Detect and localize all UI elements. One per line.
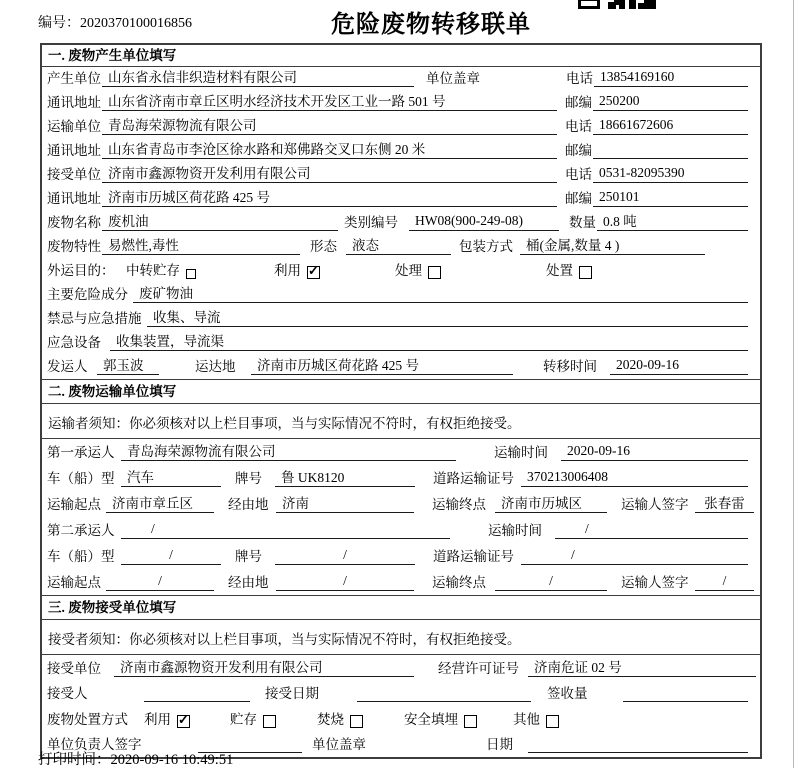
accept-unit-label: 接受单位	[47, 661, 101, 676]
option-label: 焚烧	[317, 712, 344, 727]
carrier-sign-label: 运输人签字	[621, 497, 689, 512]
transporter-unit-row	[42, 115, 760, 139]
page-title: 危险废物转移联单	[331, 12, 531, 38]
vehicle2-row	[42, 543, 760, 569]
packing-value: 桶(金属,数量 4 )	[520, 234, 705, 255]
accepter-label: 接受人	[47, 686, 88, 701]
purpose-option-utilize	[274, 259, 320, 279]
transporter-address-value: 山东省青岛市李沧区徐水路和郑佛路交叉口东侧 20 米	[102, 138, 557, 159]
option-label: 利用	[274, 263, 301, 278]
receipt-qty-value	[623, 684, 748, 702]
packing-label: 包装方式	[459, 239, 513, 254]
phone-label: 电话	[565, 119, 592, 134]
producer-zip-value: 250200	[593, 93, 748, 111]
receipt-qty-label: 签收量	[547, 686, 588, 701]
route-start-value: 济南市章丘区	[106, 492, 214, 513]
producer-phone-value: 13854169160	[594, 69, 748, 87]
section3-heading: 三. 废物接受单位填写	[42, 595, 760, 620]
plate-value: /	[275, 547, 415, 565]
qr-finder-pattern	[578, 0, 600, 9]
carrier-sign-label: 运输人签字	[621, 575, 689, 590]
transporter-address-row	[42, 139, 760, 163]
date-label: 日期	[486, 737, 513, 752]
license-label: 经营许可证号	[438, 661, 519, 676]
hazard-component-value: 废矿物油	[133, 282, 748, 303]
via-value: /	[276, 573, 414, 591]
zip-label: 邮编	[565, 95, 592, 110]
receiver-address-row	[42, 187, 760, 211]
checkbox[interactable]	[579, 266, 592, 279]
receiver-zip-value: 250101	[593, 189, 748, 207]
option-label: 其他	[513, 712, 540, 727]
unit-seal-label: 单位盖章	[312, 737, 366, 752]
waste-name-row	[42, 211, 760, 235]
receiver-address-value: 济南市历城区荷花路 425 号	[102, 186, 557, 207]
accept-unit-row	[42, 655, 760, 681]
disposal-method-row	[42, 706, 760, 732]
route1-row	[42, 491, 760, 517]
receiver-notice: 接受者须知：你必须核对以上栏目事项，当与实际情况不符时，有权拒绝接受。	[42, 620, 760, 655]
road-permit-label: 道路运输证号	[433, 471, 514, 486]
date-value	[528, 735, 748, 753]
route-end-label: 运输终点	[432, 575, 486, 590]
section1-heading: 一. 废物产生单位填写	[42, 45, 760, 67]
purpose-option-treat	[395, 259, 441, 279]
road-permit-label: 道路运输证号	[433, 549, 514, 564]
disposal-option-utilize	[144, 708, 190, 728]
disposal-option-storage	[230, 708, 276, 728]
accept-date-label: 接受日期	[265, 686, 319, 701]
disposal-option-incinerate	[317, 708, 363, 728]
transporter-unit-value: 青岛海荣源物流有限公司	[102, 114, 557, 135]
receiver-phone-value: 0531-82095390	[593, 165, 748, 183]
waste-name-value: 废机油	[102, 210, 338, 231]
disposal-option-other	[513, 708, 559, 728]
category-code-value: HW08(900-249-08)	[409, 213, 559, 231]
route-end-value: 济南市历城区	[495, 492, 607, 513]
address-label: 通讯地址	[47, 95, 101, 110]
unit-seal-label: 单位盖章	[426, 71, 480, 86]
road-permit-value: 370213006408	[521, 469, 748, 487]
shipper-label: 发运人	[47, 359, 88, 374]
producer-unit-row	[42, 67, 760, 91]
waste-property-value: 易燃性,毒性	[102, 234, 300, 255]
shipper-row	[42, 355, 760, 379]
zip-label: 邮编	[565, 191, 592, 206]
print-time: 打印时间：2020-09-16 10:49:51	[38, 752, 234, 768]
accepter-row	[42, 681, 760, 706]
second-carrier-label: 第二承运人	[47, 523, 115, 538]
hazard-component-row	[42, 283, 760, 307]
accepter-value	[144, 684, 250, 702]
transport-time-label: 运输时间	[488, 523, 542, 538]
option-label: 贮存	[230, 712, 257, 727]
qr-code-fragment	[578, 0, 658, 9]
checkbox[interactable]	[464, 715, 477, 728]
transport-time-value: 2020-09-16	[561, 443, 748, 461]
vehicle-type-value: 汽车	[121, 466, 221, 487]
purpose-option-dispose	[546, 259, 592, 279]
purpose-option-transfer-storage	[126, 259, 196, 279]
form-label: 形态	[310, 239, 337, 254]
waste-property-row	[42, 235, 760, 259]
transfer-time-label: 转移时间	[543, 359, 597, 374]
destination-value: 济南市历城区荷花路 425 号	[251, 354, 513, 375]
transport-time-label: 运输时间	[494, 445, 548, 460]
producer-unit-value: 山东省永信非织造材料有限公司	[102, 66, 414, 87]
phone-label: 电话	[566, 71, 593, 86]
taboo-measures-label: 禁忌与应急措施	[47, 311, 142, 326]
vehicle-type-value: /	[121, 547, 221, 565]
manifest-form	[40, 43, 762, 759]
address-label: 通讯地址	[47, 191, 101, 206]
via-value: 济南	[276, 492, 414, 513]
plate-label: 牌号	[235, 549, 262, 564]
responsible-signature-label: 单位负责人签字	[47, 737, 142, 752]
category-code-label: 类别编号	[344, 215, 398, 230]
quantity-label: 数量	[569, 215, 596, 230]
transfer-purpose-row	[42, 259, 760, 283]
disposal-method-label: 废物处置方式	[47, 712, 128, 727]
option-label: 安全填埋	[404, 712, 458, 727]
taboo-measures-value: 收集、导流	[147, 306, 748, 327]
plate-label: 牌号	[235, 471, 262, 486]
transporter-zip-value	[593, 141, 748, 159]
transfer-purpose-label: 外运目的：	[47, 263, 115, 278]
first-carrier-label: 第一承运人	[47, 445, 115, 460]
vehicle-type-label: 车（船）型	[47, 549, 115, 564]
receiver-unit-label: 接受单位	[47, 167, 101, 182]
second-carrier-value: /	[121, 521, 450, 539]
waste-name-label: 废物名称	[47, 215, 101, 230]
page-right-edge	[793, 0, 794, 768]
producer-address-row	[42, 91, 760, 115]
transporter-unit-label: 运输单位	[47, 119, 101, 134]
shipper-value: 郭玉波	[97, 354, 159, 375]
vehicle1-row	[42, 465, 760, 491]
carrier-sign-value: 张春雷	[695, 492, 754, 513]
road-permit-value: /	[521, 547, 748, 565]
waste-property-label: 废物特性	[47, 239, 101, 254]
destination-label: 运达地	[195, 359, 236, 374]
route-start-value: /	[106, 573, 214, 591]
checkbox[interactable]	[350, 715, 363, 728]
producer-unit-label: 产生单位	[47, 71, 101, 86]
accept-unit-value: 济南市鑫源物资开发利用有限公司	[114, 656, 414, 677]
address-label: 通讯地址	[47, 143, 101, 158]
quantity-value: 0.8 吨	[597, 210, 748, 231]
via-label: 经由地	[228, 575, 269, 590]
hazard-component-label: 主要危险成分	[47, 287, 128, 302]
accept-date-value	[357, 684, 531, 702]
transport-time-value: /	[555, 521, 748, 539]
checkbox[interactable]	[546, 715, 559, 728]
route-end-value: /	[495, 573, 607, 591]
option-label: 处置	[546, 263, 573, 278]
transporter-phone-value: 18661672606	[593, 117, 748, 135]
route2-row	[42, 569, 760, 595]
carrier-sign-value: /	[695, 573, 754, 591]
receiver-unit-row	[42, 163, 760, 187]
manifest-serial-number: 编号：2020370100016856	[38, 16, 192, 31]
second-carrier-row	[42, 517, 760, 543]
first-carrier-value: 青岛海荣源物流有限公司	[121, 440, 456, 461]
emergency-equipment-label: 应急设备	[47, 335, 101, 350]
zip-label: 邮编	[565, 143, 592, 158]
via-label: 经由地	[228, 497, 269, 512]
transfer-time-value: 2020-09-16	[610, 357, 748, 375]
receiver-unit-value: 济南市鑫源物资开发利用有限公司	[102, 162, 557, 183]
disposal-option-landfill	[404, 708, 477, 728]
route-start-label: 运输起点	[47, 575, 101, 590]
form-value: 液态	[346, 234, 451, 255]
plate-value: 鲁 UK8120	[275, 466, 415, 487]
emergency-equipment-value: 收集装置，导流渠	[110, 330, 748, 351]
transporter-notice: 运输者须知：你必须核对以上栏目事项，当与实际情况不符时，有权拒绝接受。	[42, 404, 760, 439]
checkbox[interactable]	[177, 715, 190, 728]
producer-address-value: 山东省济南市章丘区明水经济技术开发区工业一路 501 号	[102, 90, 557, 111]
checkbox[interactable]	[263, 715, 276, 728]
taboo-measures-row	[42, 307, 760, 331]
phone-label: 电话	[565, 167, 592, 182]
option-label: 处理	[395, 263, 422, 278]
option-label: 利用	[144, 712, 171, 727]
license-value: 济南危证 02 号	[528, 656, 756, 677]
checkbox[interactable]	[186, 269, 196, 279]
checkbox[interactable]	[428, 266, 441, 279]
route-start-label: 运输起点	[47, 497, 101, 512]
emergency-equipment-row	[42, 331, 760, 355]
option-label: 中转贮存	[126, 263, 180, 278]
checkbox[interactable]	[307, 266, 320, 279]
vehicle-type-label: 车（船）型	[47, 471, 115, 486]
first-carrier-row	[42, 439, 760, 465]
section2-heading: 二. 废物运输单位填写	[42, 379, 760, 404]
route-end-label: 运输终点	[432, 497, 486, 512]
